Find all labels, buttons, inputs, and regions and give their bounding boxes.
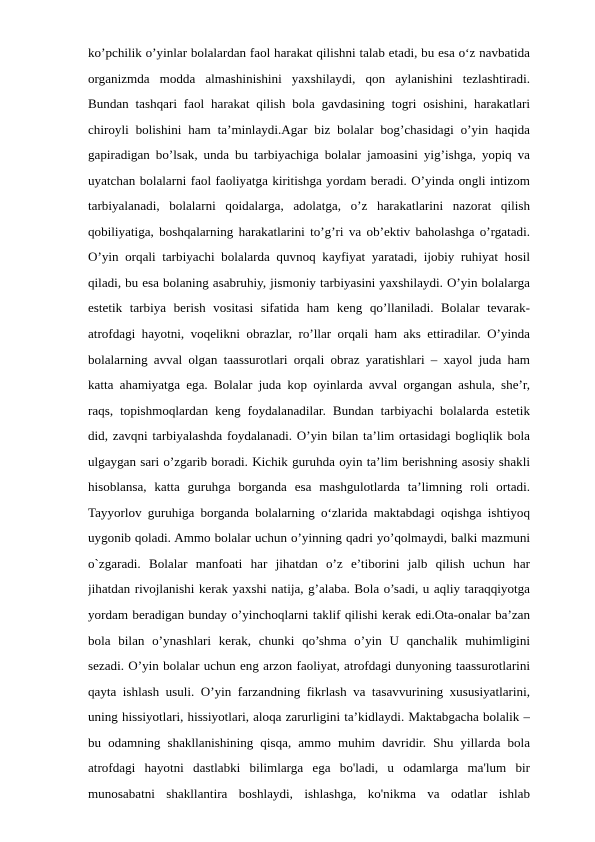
text-line: Tayyorlov guruhiga borganda bolalarning o‘zlarida maktabdagi oqishga ishtiyoq [88, 504, 530, 520]
text-line: uyatchan bolalarni faol faoliyatga kiritishga yordam beradi. O’yinda ongli intizom [88, 172, 530, 188]
text-line: O’yin orqali tarbiyachi bolalarda quvnoq kayfiyat yaratadi, ijobiy ruhiyat hosil [88, 249, 530, 265]
text-line: bolalarning avval olgan taassurotlari orqali obraz yaratishlari – xayol juda ham [88, 351, 530, 367]
text-line: organizmda modda almashinishini yaxshilaydi, qon aylanishini tezlashtiradi. [88, 70, 530, 86]
text-line: estetik tarbiya berish vositasi sifatida ham keng qo’llaniladi. Bolalar tevarak- [88, 300, 530, 316]
text-line: did, zavqni tarbiyalashda foydalanadi. O’yin bilan ta’lim ortasidagi bogliqlik bola [88, 428, 530, 444]
text-line: atrofdagi hayotni dastlabki bilimlarga ega bo'ladi, u odamlarga ma'lum bir [88, 760, 530, 776]
text-line: hisoblansa, katta guruhga borganda esa mashgulotlarda ta’limning roli ortadi. [88, 479, 530, 495]
text-line: ko’pchilik o’yinlar bolalardan faol harakat qilishni talab etadi, bu esa o‘z navbatida [88, 45, 530, 60]
text-line: tarbiyalanadi, bolalarni qoidalarga, adolatga, o’z harakatlarini nazorat qilish [88, 198, 530, 214]
text-line: qayta ishlash usuli. O’yin farzandning fikrlash va tasavvurining xususiyatlarini, [88, 683, 530, 699]
text-line: bu odamning shakllanishining qisqa, ammo muhim davridir. Shu yillarda bola [88, 734, 530, 750]
text-line: ulgaygan sari o’zgarib boradi. Kichik guruhda oyin ta’lim berishning asosiy shakli [88, 453, 530, 469]
body-text [88, 40, 530, 806]
text-line: sezadi. O’yin bolalar uchun eng arzon faoliyat, atrofdagi dunyoning taassurotlarini [88, 658, 530, 674]
text-line: jihatdan rivojlanishi kerak yaxshi natija, g’alaba. Bola o’sadi, u aqliy taraqqiyotga [88, 581, 530, 597]
text-line: qiladi, bu esa bolaning asabruhiy, jismoniy tarbiyasini yaxshilaydi. O’yin bolalarga [88, 274, 530, 290]
text-line: raqs, topishmoqlardan keng foydalanadilar. Bundan tarbiyachi bolalarda estetik [88, 402, 530, 418]
text-line: bola bilan o’ynashlari kerak, chunki qo’shma o’yin U qanchalik muhimligini [88, 632, 530, 648]
text-line: munosabatni shakllantira boshlaydi, ishlashga, ko'nikma va odatlar ishlab [88, 785, 530, 801]
text-line: katta ahamiyatga ega. Bolalar juda kop oyinlarda avval organgan ashula, she’r, [88, 377, 530, 393]
text-line: atrofdagi hayotni, voqelikni obrazlar, ro’llar orqali ham aks ettiradilar. O’yinda [88, 326, 530, 342]
text-line: o`zgaradi. Bolalar manfoati har jihatdan o’z e’tiborini jalb qilish uchun har [88, 555, 530, 571]
text-line: gapiradigan bo’lsak, unda bu tarbiyachiga bolalar jamoasini yig’ishga, yopiq va [88, 147, 530, 163]
text-line: uning hissiyotlari, hissiyotlari, aloqa zarurligini ta’kidlaydi. Maktabgacha bolalik – [88, 709, 530, 725]
text-line: uygonib qoladi. Ammo bolalar uchun o’yinning qadri yo’qolmaydi, balki mazmuni [88, 530, 530, 546]
text-line: chiroyli bolishini ham ta’minlaydi.Agar biz bolalar bog’chasidagi o’yin haqida [88, 121, 530, 137]
text-line: Bundan tashqari faol harakat qilish bola gavdasining togri osishini, harakatlari [88, 96, 530, 112]
text-line: qobiliyatiga, boshqalarning harakatlarini to’g’ri va ob’ektiv baholashga o’rgatadi. [88, 223, 530, 239]
text-line: yordam beradigan bunday o’yinchoqlarni taklif qilishi kerak edi.Ota-onalar ba’zan [88, 607, 530, 623]
